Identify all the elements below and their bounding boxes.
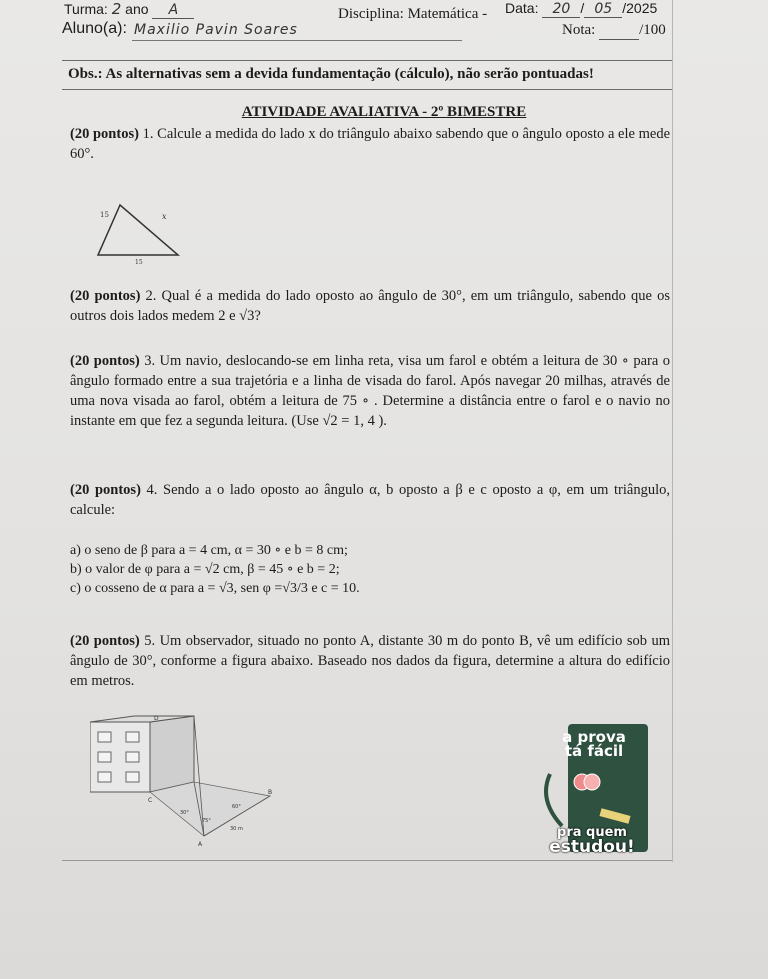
window-1 xyxy=(98,732,111,742)
q4-item-b: b) o valor de φ para a = √2 cm, β = 45 ∘ e b = 2; xyxy=(70,562,340,577)
page-title: ATIVIDADE AVALIATIVA - 2º BIMESTRE xyxy=(241,104,527,120)
aluno-label: Aluno(a): xyxy=(62,20,127,37)
question-5 xyxy=(70,631,670,691)
q2-text: 2. Qual é a medida do lado oposto ao ângulo de 30°, em um triângulo, sabendo que os outros dois lados medem 2 e √3? xyxy=(70,288,670,324)
question-3 xyxy=(70,351,670,431)
obs-divider xyxy=(62,89,672,90)
label-d: D xyxy=(154,715,159,722)
question-2 xyxy=(70,286,670,326)
q4-points: (20 pontos) xyxy=(70,482,141,498)
triangle-label-left: 15 xyxy=(100,211,109,219)
turma-label: Turma: xyxy=(64,1,108,17)
label-30m: 30 m xyxy=(230,826,243,832)
ano-value: A xyxy=(152,2,194,19)
window-5 xyxy=(98,772,111,782)
nota-label: Nota: xyxy=(562,22,596,38)
nota-total: /100 xyxy=(639,22,666,38)
ground-plane xyxy=(150,782,273,836)
promo-slogan xyxy=(532,825,652,857)
turma-value: 2 xyxy=(111,0,122,18)
window-3 xyxy=(98,752,111,762)
q1-text: 1. Calcule a medida do lado x do triângulo abaixo sabendo que o ângulo oposto a ele mede 60°. xyxy=(70,126,671,162)
label-60: 60° xyxy=(232,804,241,810)
question-4 xyxy=(70,480,670,520)
label-75: 75° xyxy=(202,818,211,824)
window-4 xyxy=(126,752,139,762)
building-figure xyxy=(90,712,280,852)
aluno-underline xyxy=(132,40,462,41)
data-year: /2025 xyxy=(622,0,658,16)
ano-label: ano xyxy=(125,1,149,17)
label-b: B xyxy=(268,789,273,796)
window-6 xyxy=(126,772,139,782)
q4-item-c: c) o cosseno de α para a = √3, sen φ =√3/3 e c = 10. xyxy=(70,581,360,596)
promo-line-4: estudou! xyxy=(549,837,635,857)
q2-points: (20 pontos) xyxy=(70,288,141,304)
obs-note: Obs.: As alternativas sem a devida fundamentação (cálculo), não serão pontuadas! xyxy=(68,66,594,82)
triangle-label-right: x xyxy=(162,212,167,221)
disciplina: Disciplina: Matemática - xyxy=(338,6,488,22)
right-margin xyxy=(672,0,673,862)
q5-points: (20 pontos) xyxy=(70,633,140,649)
q5-text: 5. Um observador, situado no ponto A, distante 30 m do ponto B, vê um edifício sob um ângulo de 30°, conforme a figura abaixo. Baseado nos dados da figura, determine a altura do edifício em metros. xyxy=(70,633,670,689)
turma-field xyxy=(64,0,194,19)
q3-text: 3. Um navio, deslocando-se em linha reta, visa um farol e obtém a leitura de 30 ∘ para o ângulo formado entre a sua trajetória e a linha de visada do farol. Após navegar 20 milhas, através de uma nova visada ao farol, obtém a leitura de 75 ∘ . Determine a distância entre o farol e o navio no instante em que fez a segunda leitura. (Use √2 = 1, 4 ). xyxy=(70,353,670,429)
q1-points: (20 pontos) xyxy=(70,126,139,142)
q4-text: 4. Sendo a o lado oposto ao ângulo α, b oposto a β e c oposto a φ, em um triângulo, calcule: xyxy=(70,482,671,518)
q3-points: (20 pontos) xyxy=(70,353,140,369)
bottom-divider xyxy=(62,860,672,861)
label-30: 30° xyxy=(180,810,189,816)
data-month: 05 xyxy=(584,1,622,18)
triangle-figure xyxy=(80,195,190,265)
promo-sticker xyxy=(532,724,652,859)
promo-line-3: pra quem xyxy=(557,825,627,840)
aluno-value: Maxilio Pavin Soares xyxy=(134,22,298,38)
data-field: Data: 20 / 05 /2025 xyxy=(505,0,658,17)
label-c: C xyxy=(148,797,153,804)
building-side xyxy=(150,716,194,792)
chalk-doodle-icon xyxy=(536,764,636,834)
question-1 xyxy=(70,124,670,164)
data-day: 20 xyxy=(542,1,580,18)
promo-line-2: tá fácil xyxy=(564,742,624,760)
nota-field xyxy=(562,22,666,40)
data-label: Data: xyxy=(505,0,539,16)
triangle-label-base: 15 xyxy=(135,259,143,265)
window-2 xyxy=(126,732,139,742)
promo-line-1: a prova xyxy=(562,728,626,746)
q4-item-a: a) o seno de β para a = 4 cm, α = 30 ∘ e b = 8 cm; xyxy=(70,543,348,558)
label-a: A xyxy=(198,841,203,848)
header-divider xyxy=(62,60,672,61)
